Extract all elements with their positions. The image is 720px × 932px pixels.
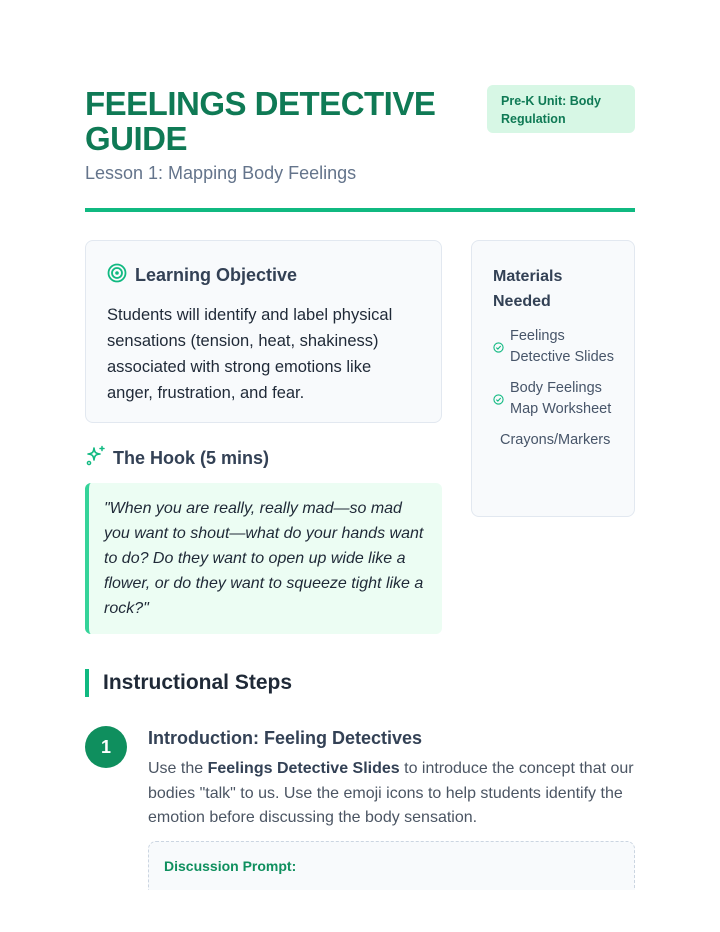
- step-text-before: Use the: [148, 760, 208, 777]
- page-bottom-edge: [0, 890, 720, 932]
- materials-heading: Materials Needed: [493, 268, 563, 310]
- step-description: [148, 757, 635, 831]
- prompt-label: Discussion Prompt:: [164, 857, 297, 874]
- target-icon: [107, 263, 127, 288]
- page-title: FEELINGS DETECTIVE GUIDE: [85, 85, 436, 157]
- learning-objective-card: [85, 240, 442, 423]
- objective-text: Students will identify and label physical sensations (tension, heat, shakiness) associated with strong emotions like anger, frustration, and fear.: [107, 306, 393, 402]
- unit-badge: Pre-K Unit: Body Regulation: [487, 85, 635, 133]
- step-text-after: to introduce the concept that our bodies "talk" to us. Use the emoji icons to help students identify the emotion before discussing the body sensation.: [148, 760, 634, 826]
- sparkles-icon: [85, 445, 107, 472]
- material-label: Feelings Detective Slides: [510, 328, 614, 365]
- check-circle-icon: [493, 394, 504, 405]
- step-number: 1: [85, 726, 127, 768]
- material-item: [493, 326, 618, 368]
- lesson-subtitle: Lesson 1: Mapping Body Feelings: [85, 163, 357, 183]
- step-body: [148, 726, 635, 901]
- objective-heading: Learning Objective: [135, 265, 298, 285]
- material-item: [493, 378, 618, 420]
- page-header: [85, 86, 635, 212]
- material-label: Body Feelings Map Worksheet: [510, 380, 612, 417]
- steps-heading: Instructional Steps: [103, 671, 293, 694]
- header-divider: [85, 208, 635, 212]
- step-title: Introduction: Feeling Detectives: [148, 728, 423, 748]
- step-text-bold: Feelings Detective Slides: [207, 760, 400, 777]
- steps-header: [85, 669, 292, 697]
- hook-header: [85, 445, 269, 472]
- materials-list: [493, 326, 618, 451]
- hook-heading: The Hook (5 mins): [113, 448, 270, 468]
- check-circle-icon: [493, 342, 504, 353]
- material-label: Crayons/Markers: [500, 432, 611, 448]
- materials-card: [471, 240, 635, 517]
- hook-quote: "When you are really, really mad—so mad you want to shout—what do your hands want to do? Do they want to open up wide like a flower, or do they want to squeeze tight like a rock?": [85, 483, 442, 634]
- material-item: [493, 430, 618, 451]
